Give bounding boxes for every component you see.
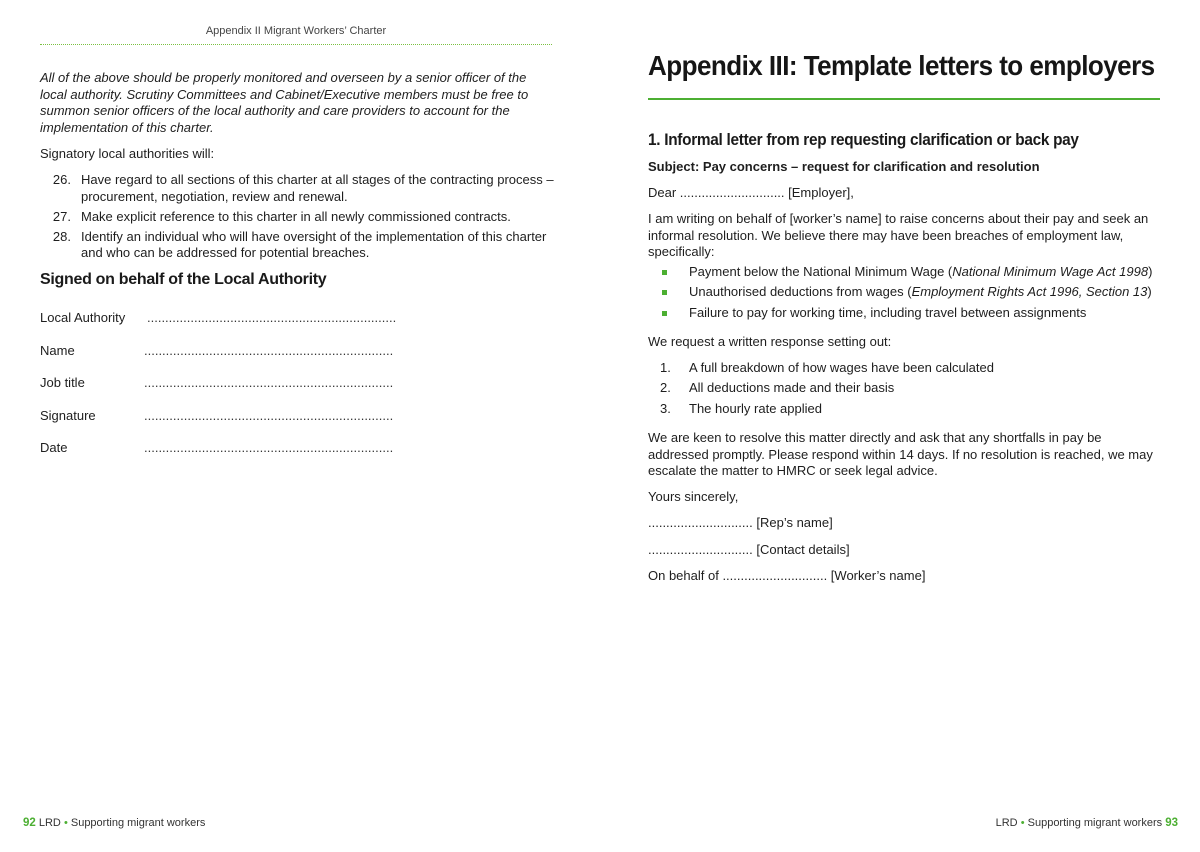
field-dotted-line: .....................................................................	[144, 440, 394, 455]
letter-greeting: Dear ............................. [Employer],	[648, 185, 854, 200]
item-number: 28.	[52, 228, 71, 244]
item-text: Make explicit reference to this charter in all newly commissioned contracts.	[81, 208, 511, 224]
sign-field-signature	[40, 408, 394, 423]
sign-field-name	[40, 343, 394, 358]
bullet-text: Payment below the National Minimum Wage (National Minimum Wage Act 1998)	[689, 264, 1153, 279]
right-page	[600, 0, 1200, 852]
running-head: Appendix II Migrant Workers’ Charter	[205, 25, 387, 37]
field-dotted-line: .....................................................................	[144, 343, 394, 358]
field-dotted-line: .....................................................................	[147, 310, 397, 325]
item-number: 3.	[660, 400, 671, 416]
sign-field-job-title	[40, 375, 394, 390]
section-heading: 1. Informal letter from rep requesting clarification or back pay	[648, 131, 1079, 149]
signatory-lead: Signatory local authorities will:	[40, 146, 215, 161]
field-label: Job title	[40, 375, 85, 390]
item-number: 1.	[660, 360, 671, 375]
item-text: Identify an individual who will have oversight of the implementation of this charter and who can be addressed for potential breaches.	[81, 228, 547, 260]
list-item	[648, 360, 1160, 377]
legal-reference: National Minimum Wage Act 1998	[952, 264, 1149, 279]
sign-off: Yours sincerely,	[648, 489, 739, 504]
contact-details-line: ............................. [Contact details]	[648, 542, 850, 557]
item-number: 26.	[52, 172, 71, 187]
list-item	[648, 380, 1160, 397]
bullet-icon	[648, 264, 689, 281]
item-text: Have regard to all sections of this charter at all stages of the contracting process – procurement, negotiation, review and renewal.	[81, 172, 554, 204]
footer-separator: •	[1020, 817, 1025, 829]
page-number: 92	[23, 817, 36, 829]
sign-field-date	[40, 440, 394, 455]
letter-subject: Subject: Pay concerns – request for clarification and resolution	[648, 159, 1040, 174]
bullet-text: Failure to pay for working time, including travel between assignments	[689, 304, 1087, 320]
field-dotted-line: .....................................................................	[144, 408, 394, 423]
breaches-list	[648, 264, 1168, 325]
on-behalf-line: On behalf of ............................. [Worker’s name]	[648, 568, 926, 583]
appendix-title: Appendix III: Template letters to employers	[648, 50, 1155, 81]
legal-reference: Employment Rights Act 1996, Section 13	[911, 284, 1148, 300]
page-footer-left	[23, 817, 205, 829]
footer-org: LRD	[995, 817, 1018, 829]
page-footer-right	[996, 817, 1178, 829]
rep-name-line: ............................. [Rep’s name]	[648, 515, 833, 530]
bullet-icon	[648, 284, 689, 301]
monitoring-paragraph: All of the above should be properly monitored and overseen by a senior officer of the local authority. Scrutiny Committees and Cabinet/Executive members must be free to summon senior officers of the local authority and care providers to account for the implementation of this charter.	[40, 70, 529, 135]
list-item	[648, 305, 1168, 322]
footer-title: Supporting migrant workers	[70, 817, 206, 829]
list-item	[648, 284, 1168, 301]
footer-org: LRD	[38, 817, 61, 829]
sign-field-local-authority	[40, 310, 397, 325]
charter-items-list	[40, 172, 555, 265]
list-item	[40, 229, 555, 262]
closing-paragraph: We are keen to resolve this matter directly and ask that any shortfalls in pay be addressed promptly. Please respond within 14 days. If no resolution is reached, we may escalate the matter to HMRC or seek legal advice.	[648, 430, 1153, 478]
title-divider	[648, 98, 1160, 100]
list-item	[648, 264, 1168, 281]
item-text: All deductions made and their basis	[689, 380, 895, 396]
field-dotted-line: .....................................................................	[144, 375, 394, 390]
bullet-icon	[648, 305, 689, 322]
footer-title: Supporting migrant workers	[1027, 817, 1163, 829]
field-label: Signature	[40, 408, 96, 423]
field-label: Name	[40, 343, 75, 358]
list-item	[648, 401, 1160, 418]
request-lead: We request a written response setting out:	[648, 334, 892, 349]
requests-list	[648, 360, 1160, 421]
footer-separator: •	[63, 817, 68, 829]
bullet-text: Unauthorised deductions from wages (Employment Rights Act 1996, Section 13)	[689, 284, 1152, 300]
list-item	[40, 172, 555, 205]
item-number: 27.	[52, 208, 71, 224]
item-text: A full breakdown of how wages have been calculated	[689, 360, 994, 375]
header-divider	[40, 44, 552, 45]
list-item	[40, 209, 555, 226]
item-number: 2.	[660, 380, 671, 396]
field-label: Local Authority	[40, 310, 126, 325]
item-text: The hourly rate applied	[689, 400, 822, 416]
field-label: Date	[40, 440, 68, 455]
signed-heading: Signed on behalf of the Local Authority	[40, 271, 327, 288]
page-number: 93	[1165, 817, 1178, 829]
letter-intro: I am writing on behalf of [worker’s name] to raise concerns about their pay and seek an informal resolution. We believe there may have been breaches of employment law, specifically:	[648, 211, 1149, 259]
